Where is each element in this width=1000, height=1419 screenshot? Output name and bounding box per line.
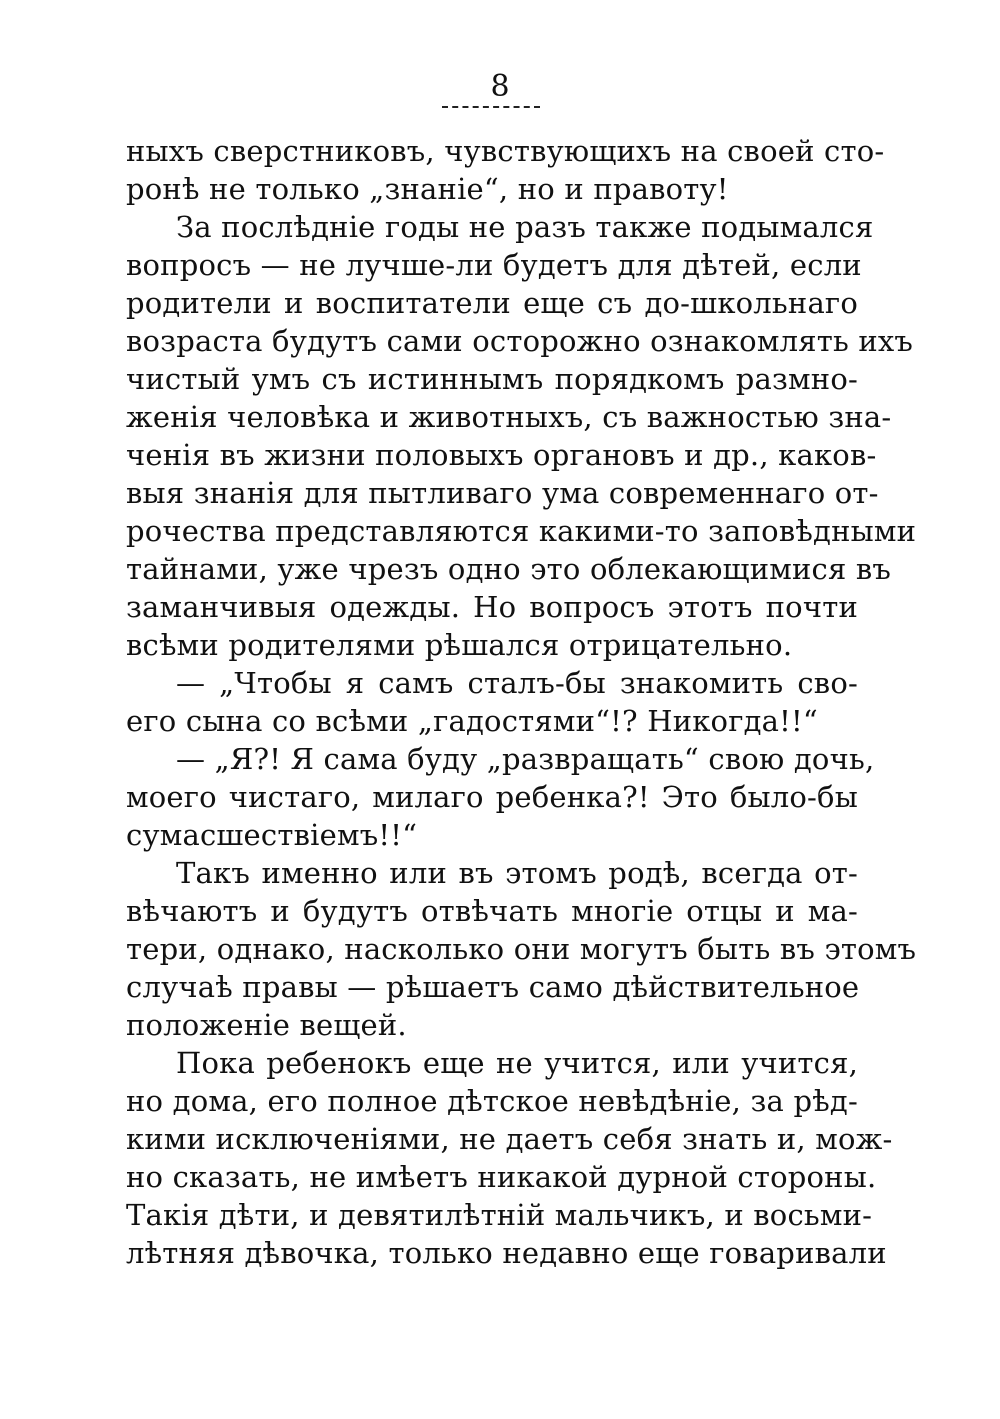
- page-number: 8: [490, 69, 510, 104]
- text-line: тайнами, уже чрезъ одно это облекающимися въ: [126, 552, 892, 586]
- text-line: женія человѣка и животныхъ, съ важностью зна-: [126, 400, 892, 434]
- page-number-rule: [442, 106, 540, 108]
- text-line: тери, однако, насколько они могутъ быть въ этомъ: [126, 932, 917, 966]
- text-line: чистый умъ съ истиннымъ порядкомъ размно-: [126, 362, 858, 396]
- text-line: выя знанія для пытливаго ума современнаго от-: [126, 476, 879, 510]
- text-line: кими исключеніями, не даетъ себя знать и, мож-: [126, 1122, 893, 1156]
- text-line: Такія дѣти, и девятилѣтній мальчикъ, и восьми-: [126, 1198, 873, 1232]
- text-line: но сказать, не имѣетъ никакой дурной стороны.: [126, 1160, 877, 1194]
- text-line: положеніе вещей.: [126, 1008, 407, 1042]
- text-line: заманчивыя одежды. Но вопросъ этотъ почти: [126, 590, 858, 624]
- text-line: Пока ребенокъ еще не учится, или учится,: [176, 1046, 858, 1080]
- text-line: За послѣдніе годы не разъ также подымался: [176, 210, 874, 244]
- text-line: ченія въ жизни половыхъ органовъ и др., каков-: [126, 438, 877, 472]
- text-line: ронѣ не только „знаніе“, но и правоту!: [126, 172, 729, 206]
- text-line: — „Я?! Я сама буду „развращать“ свою дочь,: [176, 742, 875, 776]
- text-line: рочества представляются какими-то заповѣдными: [126, 514, 917, 548]
- text-line: но дома, его полное дѣтское невѣдѣніе, за рѣд-: [126, 1084, 858, 1118]
- text-line: вѣчаютъ и будутъ отвѣчать многіе отцы и ма-: [126, 894, 858, 928]
- body-text: [126, 132, 917, 1272]
- text-line: его сына со всѣми „гадостями“!? Никогда!!“: [126, 704, 818, 738]
- text-line: ныхъ сверстниковъ, чувствующихъ на своей сто-: [126, 134, 885, 168]
- text-line: Такъ именно или въ этомъ родѣ, всегда от-: [176, 856, 858, 890]
- text-line: всѣми родителями рѣшался отрицательно.: [126, 628, 793, 662]
- text-line: сумасшествіемъ!!“: [126, 818, 418, 852]
- text-line: моего чистаго, милаго ребенка?! Это было-бы: [126, 780, 858, 814]
- text-line: случаѣ правы — рѣшаетъ само дѣйствительное: [126, 970, 860, 1004]
- text-line: вопросъ — не лучше-ли будетъ для дѣтей, если: [126, 248, 862, 282]
- text-line: — „Чтобы я самъ сталъ-бы знакомить сво-: [176, 666, 858, 700]
- text-line: лѣтняя дѣвочка, только недавно еще говаривали: [126, 1236, 887, 1270]
- text-line: возраста будутъ сами осторожно ознакомлять ихъ: [126, 324, 914, 358]
- text-line: родители и воспитатели еще съ до-школьнаго: [126, 286, 858, 320]
